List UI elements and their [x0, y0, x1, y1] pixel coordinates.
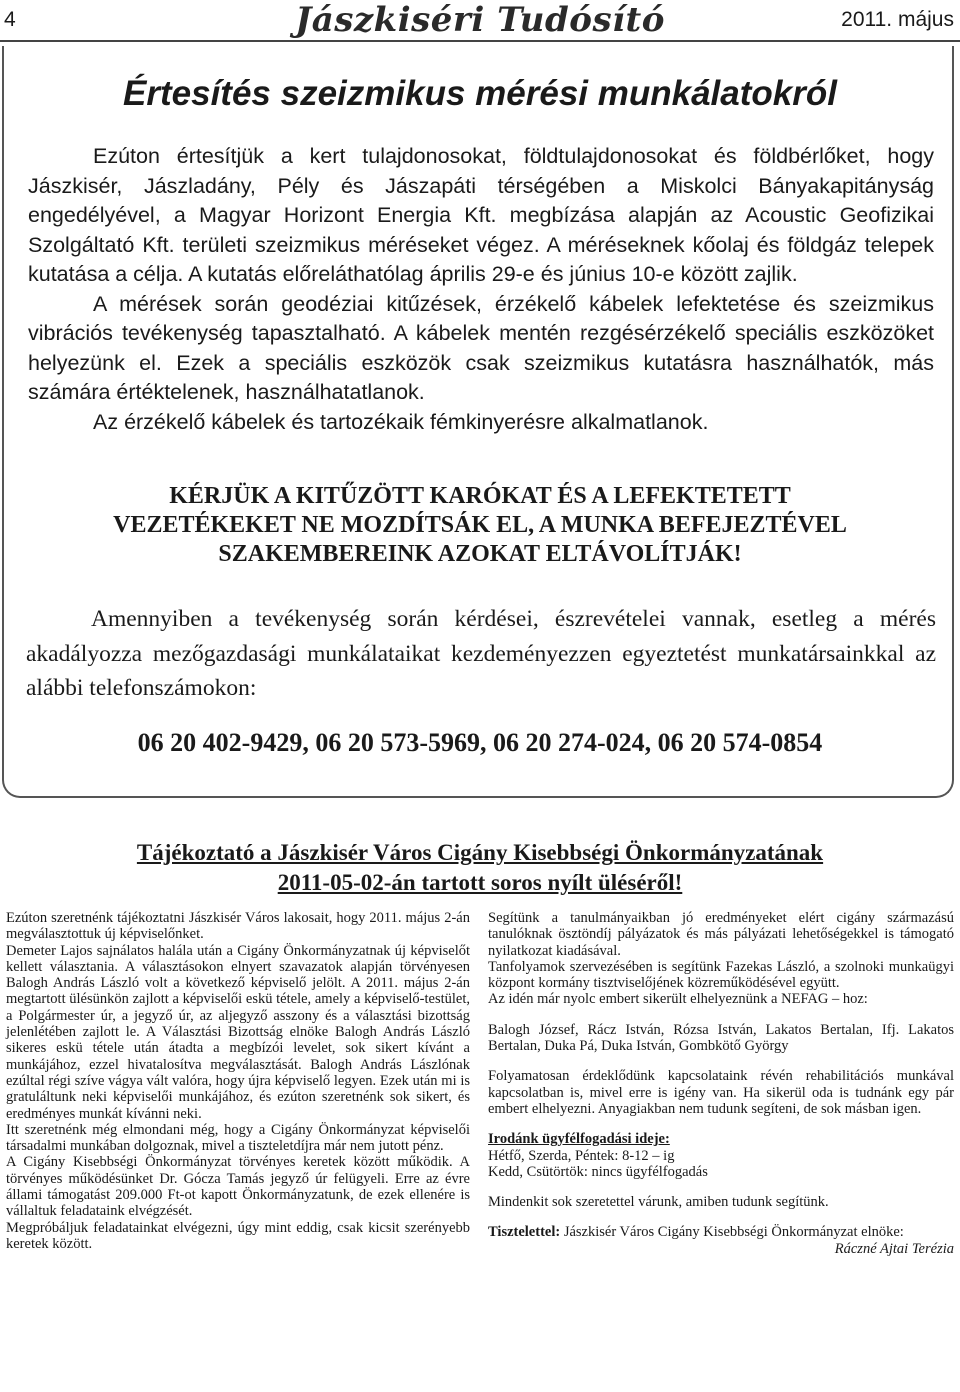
article-paragraph: Itt szeretnénk még elmondani még, hogy a Cigány Önkormányzat képviselői társadalmi munkában dolgoznak, mivel a tiszteletdíjra már nem jutott pénz.: [6, 1121, 470, 1155]
page-header: [0, 0, 960, 40]
signature: Ráczné Ajtai Terézia: [834, 1240, 954, 1257]
closing-label: Tisztelettel:: [488, 1224, 561, 1241]
welcome-text: Mindenkit sok szeretettel várunk, amiben tudunk segítünk.: [488, 1194, 829, 1211]
article-paragraph: A Cigány Kisebbségi Önkormányzat törvényes keretek között működik. A törvényes működésünket Dr. Gócza Tamás jegyző úr felügyeli. Erre az évre állami támogatást 209.000 Ft-ot kapott Önkormányzatunk, de ezek ellenére is vállaltuk feladataink elvégzését.: [6, 1154, 470, 1220]
header-divider: [0, 40, 960, 42]
page-number: 4: [4, 8, 16, 31]
notice-paragraph: Az érzékelő kábelek és tartozékaik fémkinyerésre alkalmatlanok.: [93, 409, 709, 434]
article-paragraph: Balogh József, Rácz István, Rózsa István, Lakatos Bertalan, Ifj. Lakatos Bertalan, Duka Pá, Duka István, Gombkötő György: [488, 1021, 954, 1055]
office-hours-heading: Irodánk ügyfélfogadási ideje:: [488, 1131, 670, 1148]
article-title-line: Tájékoztató a Jászkisér Város Cigány Kisebbségi Önkormányzatának: [136, 840, 824, 865]
article-title-line: 2011-05-02-án tartott soros nyílt üléséről!: [277, 870, 683, 895]
warning-line: KÉRJÜK A KITŰZÖTT KARÓKAT ÉS A LEFEKTETETT: [169, 483, 791, 509]
phone-numbers: 06 20 402-9429, 06 20 573-5969, 06 20 274-024, 06 20 574-0854: [137, 728, 823, 757]
article-paragraph: Folyamatosan érdeklődünk kapcsolataink révén rehabilitációs munkával kapcsolatban is, mivel erre is igény van. Ha sikerül oda is tudnánk egy pár embert elhelyezni. Anyagiakban nem tudunk segíteni, de sok másban igen.: [488, 1068, 954, 1117]
notice-paragraph: Ezúton értesítjük a kert tulajdonosokat, földtulajdonosokat és földbérlőket, hogy Jászkisér, Jászladány, Pély és Jászapáti térségében a Miskolci Bányakapitányság engedélyével, a Magyar Horizont Energia Kft. megbízása alapján az Acoustic Geofizikai Szolgáltató Kft. területi szeizmikus méréseket végez. A méréseknek kőolaj és földgáz telepek kutatása a célja. A kutatás előreláthatólag április 29-e és június 10-e között zajlik.: [28, 144, 934, 286]
notice-title: Értesítés szeizmikus mérési munkálatokról: [123, 74, 837, 113]
warning-line: VEZETÉKEKET NE MOZDÍTSÁK EL, A MUNKA BEFEJEZTÉVEL: [113, 512, 847, 538]
article-paragraph: Tanfolyamok szervezésében is segítünk Fazekas László, a szolnoki munkaügyi központ kormány tisztviselőjének közreműködésével együtt.: [488, 958, 954, 992]
closing-text: [488, 1224, 954, 1240]
article-title: [0, 838, 960, 898]
office-hours-line: Kedd, Csütörtök: nincs ügyfélfogadás: [488, 1163, 708, 1180]
contact-paragraph-block: [26, 602, 936, 706]
office-hours-line: Hétfő, Szerda, Péntek: 8-12 – ig: [488, 1147, 675, 1164]
article-paragraph: Ezúton szeretnénk tájékoztatni Jászkisér Város lakosait, hogy 2011. május 2-án megválasztottuk új képviselőnket.: [6, 910, 470, 943]
issue-date: 2011. május: [841, 8, 954, 31]
notice-paragraph: A mérések során geodéziai kitűzések, érzékelő kábelek lefektetése és szeizmikus vibrációs tevékenység tapasztalható. A kábelek mentén rezgésérzékelő speciális eszközöket helyezünk el. Ezek a speciális eszközök csak szeizmikus kutatásra használhatók, más számára értéktelenek, használhatatlanok.: [28, 291, 934, 404]
newspaper-masthead: Jászkiséri Tudósító: [295, 0, 665, 40]
article-paragraph: Demeter Lajos sajnálatos halála után a Cigány Önkormányzatnak új képviselőt kellett választania. A választásokon elnyert szavazatok alapján törvényesen Balogh András László volt a következő képviselő jelölt. A 2011. május 2-án megtartott ülésünkön zajlott a képviselői eskü tétele, amely a képviselő-testület, a Polgármester úr, a jegyző úr, az aljegyző asszony és a választási bizottság jelenlétében zajlott le. A Választási Bizottság elnöke Balogh András László sikeres eskü tétele után átadta a megbízói levelet, sok sikert kívánt a munkájához, ezzel hivatalosítva megválasztását. Balogh András Lászlónak ezúltal régi szíve vágya vált valóra, hogy újra képviselő legyen. Ezek után mi is gratuláltunk neki képviselői munkájához, és ezúton szeretnénk sok sikert, és eredményes munkát kívánni neki.: [6, 942, 470, 1122]
contact-paragraph: Amennyiben a tevékenység során kérdései, észrevételei vannak, esetleg a mérés akadályozza mezőgazdasági munkálataikat kezdeményezzen egyeztetést munkatársainkkal az alábbi telefonszámokon:: [26, 606, 936, 701]
closing-body: Jászkisér Város Cigány Kisebbségi Önkormányzat elnöke:: [560, 1224, 904, 1241]
article-paragraph: Megpróbáljuk feladatainkat elvégezni, úgy mint eddig, csak kicsit szerényebb keretek között.: [6, 1219, 470, 1252]
warning-line: SZAKEMBEREINK AZOKAT ELTÁVOLÍTJÁK!: [218, 541, 742, 567]
warning-block: [0, 482, 960, 569]
article-paragraph: Segítünk a tanulmányaikban jó eredményeket elért cigány származású tanulóknak ösztöndíj pályázatok és más pályázati lehetőségekkel is támogató nyilatkozat kiadásával.: [488, 910, 954, 959]
notice-body: [28, 142, 934, 437]
article-paragraph: Az idén már nyolc embert sikerült elhelyeznünk a NEFAG – hoz:: [488, 991, 868, 1008]
article-right-column: [488, 910, 954, 1257]
article-left-column: [6, 910, 470, 1252]
